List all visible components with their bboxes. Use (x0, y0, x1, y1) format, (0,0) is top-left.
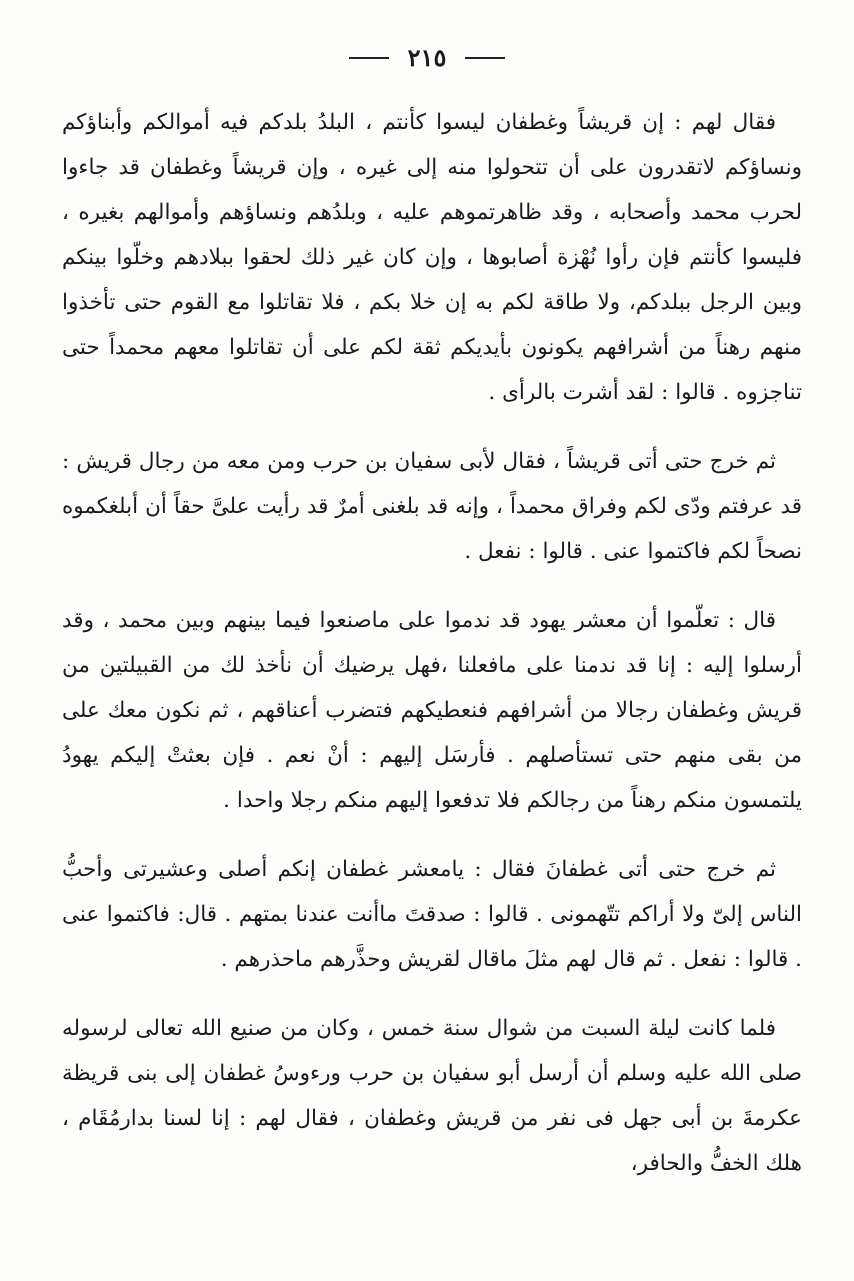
page-header (0, 42, 854, 72)
paragraph-4: ثم خرج حتى أتى غطفانَ فقال : يامعشر غطفان إنكم أصلى وعشيرتى وأحبُّ الناس إلىّ ولا أراكم تتّهمونى . قالوا : صدقتَ ماأنت عندنا بمتهم . قال: فاكتموا عنى . قالوا : نفعل . ثم قال لهم مثلَ ماقال لقريش وحذَّرهم ماحذرهم . (62, 857, 802, 972)
paragraph-2: ثم خرج حتى أتى قريشاً ، فقال لأبى سفيان بن حرب ومن معه من رجال قريش : قد عرفتم ودّى لكم وفراق محمداً ، وإنه قد بلغنى أمرٌ قد رأيت علىَّ حقاً أن أبلغكموه نصحاً لكم فاكتموا عنى . قالوا : نفعل . (62, 449, 802, 564)
paragraph-1: فقال لهم : إن قريشاً وغطفان ليسوا كأنتم ، البلدُ بلدكم فيه أموالكم وأبناؤكم ونساؤكم لاتقدرون على أن تتحولوا منه إلى غيره ، وإن قريشاً وغطفان قد جاءوا لحرب محمد وأصحابه ، وقد ظاهرتموهم عليه ، وبلدُهم ونساؤهم وأموالهم بغيره ، فليسوا كأنتم فإن رأوا نُهْزة أصابوها ، وإن كان غير ذلك لحقوا ببلادهم وخلّوا بينكم وبين الرجل ببلدكم، ولا طاقة لكم به إن خلا بكم ، فلا تقاتلوا مع القوم حتى تأخذوا منهم رهناً من أشرافهم يكونون بأيديكم ثقة لكم على أن تقاتلوا معهم محمداً حتى تناجزوه . قالوا : لقد أشرت بالرأى . (62, 110, 802, 405)
header-dash-left (349, 57, 389, 59)
paragraph-3: قال : تعلّموا أن معشر يهود قد ندموا على ماصنعوا فيما بينهم وبين محمد ، وقد أرسلوا إليه : إنا قد ندمنا على مافعلنا ،فهل يرضيك أن نأخذ لك من القبيلتين من قريش وغطفان رجالا من أشرافهم فنعطيكهم فتضرب أعناقهم ، ثم نكون معك على من بقى منهم حتى تستأصلهم . فأرسَل إليهم : أنْ نعم . فإن بعثتْ إليكم يهودُ يلتمسون منكم رهناً من رجالكم فلا تدفعوا إليهم منكم رجلا واحدا . (62, 608, 802, 813)
paragraph-5: فلما كانت ليلة السبت من شوال سنة خمس ، وكان من صنيع الله تعالى لرسوله صلى الله عليه وسلم أن أرسل أبو سفيان بن حرب ورءوسُ غطفان إلى بنى قريظة عكرمةَ بن أبى جهل فى نفر من قريش وغطفان ، فقال لهم : إنا لسنا بدارمُقَام ، هلك الخفُّ والحافر، (62, 1016, 802, 1176)
body-text (62, 100, 802, 1186)
page-number: ٢١٥ (407, 43, 447, 72)
header-dash-right (465, 57, 505, 59)
